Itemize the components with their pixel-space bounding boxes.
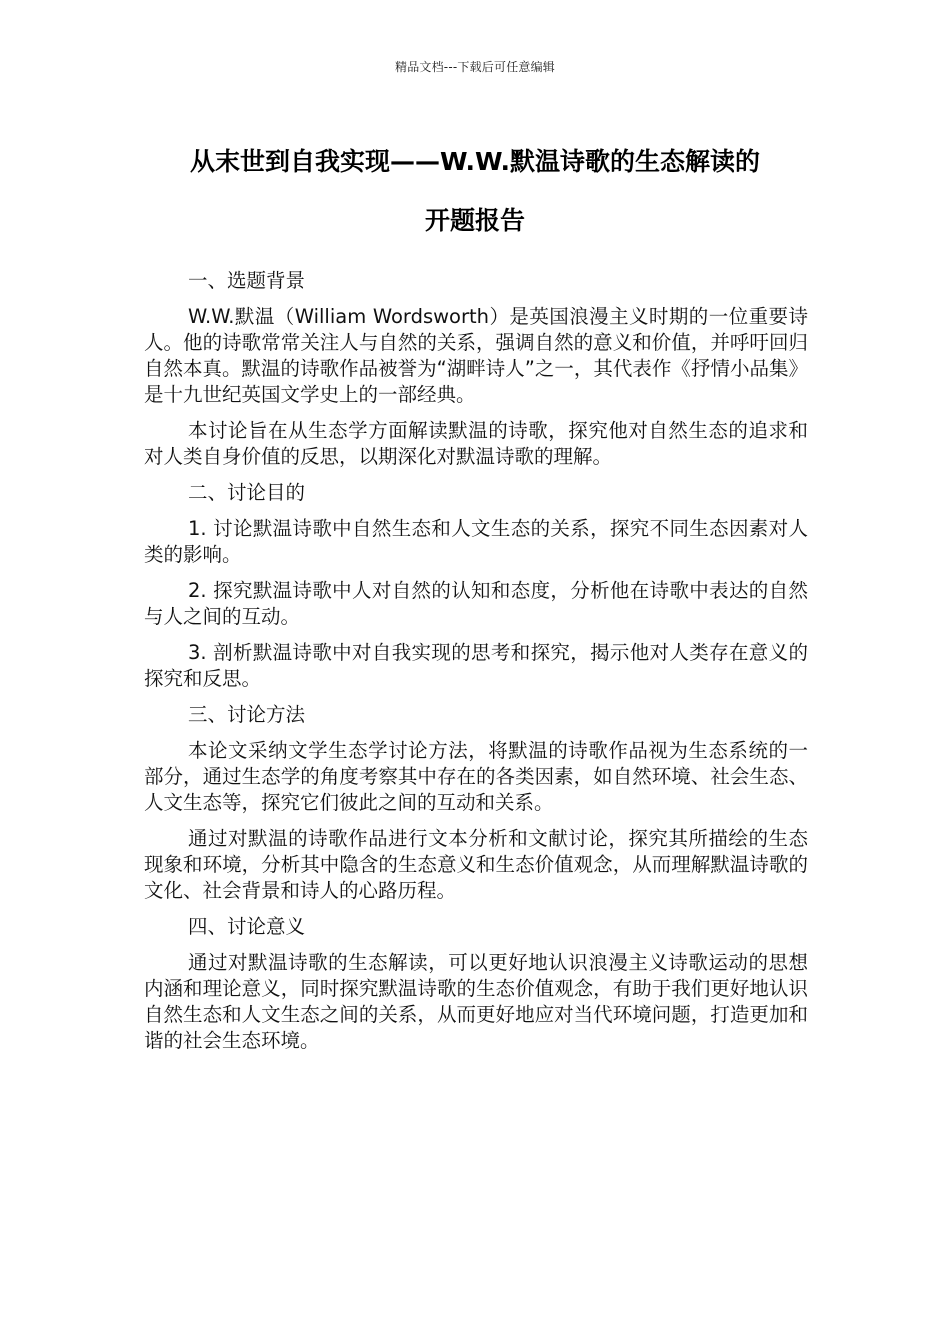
section-purpose [144, 480, 808, 692]
list-item: 2. 探究默温诗歌中人对自然的认知和态度，分析他在诗歌中表达的自然与人之间的互动。 [144, 579, 808, 628]
list-item: 3. 剖析默温诗歌中对自我实现的思考和探究，揭示他对人类存在意义的探究和反思。 [144, 641, 808, 690]
section-heading: 三、讨论方法 [188, 703, 306, 726]
header-note: 精品文档---下载后可任意编辑 [395, 60, 555, 74]
title-line-2: 开题报告 [424, 206, 525, 235]
paragraph: 本讨论旨在从生态学方面解读默温的诗歌，探究他对自然生态的追求和对人类自身价值的反思，以期深化对默温诗歌的理解。 [144, 419, 808, 468]
section-heading: 一、选题背景 [188, 269, 306, 292]
paragraph: W.W.默温（William Wordsworth）是英国浪漫主义时期的一位重要诗人。他的诗歌常常关注人与自然的关系，强调自然的意义和价值，并呼吁回归自然本真。默温的诗歌作品被誉为“湖畔诗人”之一，其代表作《抒情小品集》是十九世纪英国文学史上的一部经典。 [144, 305, 808, 406]
section-heading: 二、讨论目的 [188, 481, 306, 504]
paragraph: 通过对默温的诗歌作品进行文本分析和文献讨论，探究其所描绘的生态现象和环境，分析其中隐含的生态意义和生态价值观念，从而理解默温诗歌的文化、社会背景和诗人的心路历程。 [144, 827, 808, 902]
document-title [140, 132, 810, 250]
section-significance [144, 914, 808, 1054]
list-item: 1. 讨论默温诗歌中自然生态和人文生态的关系，探究不同生态因素对人类的影响。 [144, 517, 808, 566]
section-background [144, 268, 808, 470]
paragraph: 通过对默温诗歌的生态解读，可以更好地认识浪漫主义诗歌运动的思想内涵和理论意义，同时探究默温诗歌的生态价值观念，有助于我们更好地认识自然生态和人文生态之间的关系，从而更好地应对当代环境问题，打造更加和谐的社会生态环境。 [144, 951, 808, 1052]
section-method [144, 702, 808, 904]
title-line-1: 从末世到自我实现——W.W.默温诗歌的生态解读的 [189, 147, 761, 176]
paragraph: 本论文采纳文学生态学讨论方法，将默温的诗歌作品视为生态系统的一部分，通过生态学的角度考察其中存在的各类因素，如自然环境、社会生态、人文生态等，探究它们彼此之间的互动和关系。 [144, 739, 808, 814]
document-body [144, 268, 808, 1064]
section-heading: 四、讨论意义 [188, 915, 306, 938]
